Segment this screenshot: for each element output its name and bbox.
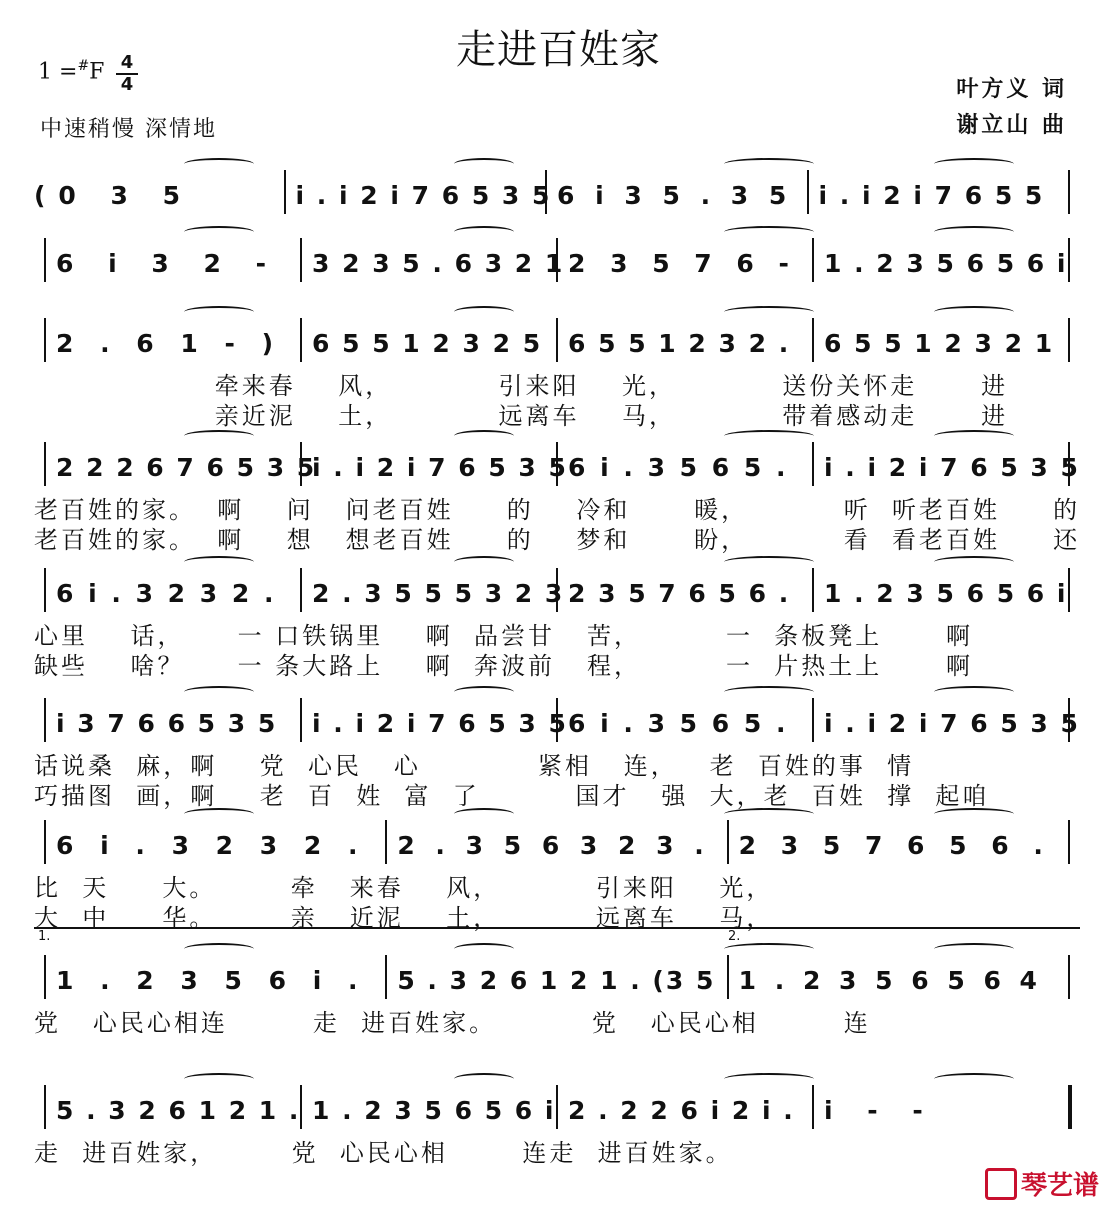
- measure-notes: 6 5 5 1 2 3 2 .: [568, 329, 791, 358]
- slur-mark: [724, 306, 814, 318]
- slur-mark: [724, 226, 814, 238]
- measure: [312, 453, 568, 493]
- notes-line: [34, 568, 1080, 608]
- measure: [56, 453, 317, 493]
- measure-notes: 3 2 3 5 . 6 3 2 1: [312, 249, 565, 278]
- composer-credit: 谢立山 曲: [956, 113, 1067, 138]
- measure-notes: i . i 2 i 7 6 5 5: [818, 181, 1045, 210]
- measure: [56, 966, 375, 1006]
- slur-mark: [934, 226, 1014, 238]
- notes-line: [34, 1085, 1080, 1125]
- measure-notes: (0 3 5: [34, 181, 194, 210]
- barline: [44, 1085, 46, 1129]
- measure: [312, 709, 568, 749]
- measure-notes: 6 5 5 1 2 3 2 5: [312, 329, 543, 358]
- slur-mark: [184, 1073, 254, 1085]
- measure-notes: 1 . 2 3 5 6 5 6 4: [738, 966, 1042, 995]
- measure: [312, 329, 546, 369]
- slur-mark: [184, 226, 254, 238]
- measure: [824, 453, 1080, 493]
- lyric-line: 老百姓的家。 啊 想 想老百姓 的 梦和 盼， 看 看老百姓 还: [34, 526, 1081, 554]
- score-system: [34, 442, 1080, 552]
- lyric-line: 走 进百姓家， 党 心民心相 连走 进百姓家。: [34, 1139, 733, 1167]
- volta-bracket: [34, 927, 724, 945]
- measure: [824, 329, 1058, 369]
- measure-notes: 5 . 3 2 6 1 2 1 .: [56, 1096, 301, 1125]
- barline: [44, 820, 46, 864]
- lyric-line: 巧描图 画，啊 老 百 姓 富 了 国才 强 大，老 百姓 撑 起咱: [34, 782, 990, 810]
- barline: [1068, 238, 1070, 282]
- slur-mark: [184, 943, 254, 955]
- slur-mark: [454, 158, 514, 170]
- volta-number: 1.: [38, 929, 51, 944]
- measure-notes: i . i 2 i 7 6 5 3 5: [312, 453, 568, 482]
- slur-mark: [724, 158, 814, 170]
- measure-notes: 1 . 2 3 5 6 5 6 i: [824, 249, 1068, 278]
- measure-notes: 2 3 5 7 6 5 6 .: [738, 831, 1051, 860]
- measure-notes: i . i 2 i 7 6 5 3 5: [824, 453, 1080, 482]
- slur-mark: [454, 686, 514, 698]
- notes-line: [34, 955, 1080, 995]
- barline: [812, 568, 814, 612]
- measure: [824, 579, 1068, 619]
- slur-mark: [724, 943, 814, 955]
- logo-icon: [985, 1168, 1017, 1200]
- barline: [44, 955, 46, 999]
- slur-mark: [934, 306, 1014, 318]
- measure: [34, 181, 274, 221]
- barline: [1068, 318, 1070, 362]
- barline: [44, 318, 46, 362]
- measure-notes: 5 . 3 2 6 1 2 1 . (3 5: [397, 966, 716, 995]
- measure-notes: 2 . 3 5 6 3 2 3 .: [397, 831, 710, 860]
- measure: [295, 181, 552, 221]
- barline: [727, 955, 729, 999]
- measure-notes: i . i 2 i 7 6 5 3 5: [824, 709, 1080, 738]
- lyric-line: 话说桑 麻，啊 党 心民 心 紧相 连， 老 百姓的事 情: [34, 752, 915, 780]
- barline: [727, 820, 729, 864]
- slur-mark: [934, 158, 1014, 170]
- score-system: [34, 568, 1080, 678]
- barline: [300, 318, 302, 362]
- slur-mark: [454, 808, 514, 820]
- lyric-line: 党 心民心相连 走 进百姓家。 党 心民心相 连: [34, 1009, 871, 1037]
- score-system: [34, 698, 1080, 808]
- barline: [812, 698, 814, 742]
- slur-mark: [934, 1073, 1014, 1085]
- slur-mark: [184, 158, 254, 170]
- measure-notes: 2 . 2 2 6 i 2 i .: [568, 1096, 795, 1125]
- measure: [56, 831, 375, 871]
- measure: [56, 329, 290, 369]
- slur-mark: [934, 686, 1014, 698]
- measure-notes: 1 . 2 3 5 6 5 6 i: [312, 1096, 556, 1125]
- score-system: [34, 318, 1080, 428]
- slur-mark: [724, 1073, 814, 1085]
- barline: [44, 698, 46, 742]
- barline: [44, 442, 46, 486]
- slur-mark: [934, 430, 1014, 442]
- lyric-line: 缺些 啥？ 一 条大路上 啊 奔波前 程， 一 片热土上 啊: [34, 652, 974, 680]
- barline: [812, 442, 814, 486]
- slur-mark: [184, 430, 254, 442]
- volta-number: 2.: [728, 929, 741, 944]
- score-system: [34, 820, 1080, 930]
- notes-line: [34, 170, 1080, 210]
- meter-numerator: 4: [120, 52, 134, 73]
- slur-mark: [454, 1073, 514, 1085]
- measure-notes: i - -: [824, 1096, 936, 1125]
- measure-notes: 2 2 2 6 7 6 5 3 5: [56, 453, 317, 482]
- lyric-line: 老百姓的家。 啊 问 问老百姓 的 冷和 暖， 听 听老百姓 的: [34, 496, 1081, 524]
- slur-mark: [184, 686, 254, 698]
- measure-notes: 2 . 6 1 - ): [56, 329, 283, 358]
- slur-mark: [934, 808, 1014, 820]
- barline: [556, 1085, 558, 1129]
- measure-notes: 6 i 3 5 . 3 5: [557, 181, 793, 210]
- lyric-line: 牵来春 风， 引来阳 光， 送份关怀走 进: [34, 372, 1009, 400]
- page-title: 走进百姓家: [456, 27, 661, 73]
- measure-notes: 6 i . 3 5 6 5 .: [568, 453, 789, 482]
- measure: [739, 966, 1058, 1006]
- measure: [397, 831, 716, 871]
- measure-notes: i . i 2 i 7 6 5 3 5: [312, 709, 568, 738]
- key-prefix: 1 =: [38, 59, 78, 85]
- measure-notes: 2 . 3 5 5 5 3 2 3: [312, 579, 565, 608]
- measure-notes: i . i 2 i 7 6 5 3 5: [295, 181, 552, 210]
- measure-notes: 1 . 2 3 5 6 i .: [56, 966, 367, 995]
- barline: [1068, 568, 1070, 612]
- slur-mark: [184, 306, 254, 318]
- sharp-sign: #: [77, 58, 90, 74]
- measure: [56, 579, 290, 619]
- measure: [557, 181, 797, 221]
- measure: [824, 709, 1080, 749]
- notes-line: [34, 698, 1080, 738]
- lyric-line: 大 中 华。 亲 近泥 土， 远离车 马，: [34, 904, 774, 932]
- measure: [819, 181, 1059, 221]
- slur-mark: [724, 430, 814, 442]
- slur-mark: [934, 943, 1014, 955]
- slur-mark: [454, 226, 514, 238]
- barline: [1068, 955, 1070, 999]
- key-letter: F: [89, 59, 105, 85]
- measure: [56, 249, 290, 289]
- measure-notes: 1 . 2 3 5 6 5 6 i: [824, 579, 1068, 608]
- barline: [1068, 1085, 1072, 1129]
- slur-mark: [184, 808, 254, 820]
- key-signature: [38, 58, 104, 84]
- score-system: [34, 1085, 1080, 1195]
- measure: [56, 1096, 301, 1136]
- notes-line: [34, 238, 1080, 278]
- measure-notes: 6 i . 3 5 6 5 .: [568, 709, 789, 738]
- slur-mark: [454, 943, 514, 955]
- measure: [312, 579, 565, 619]
- measure: [568, 249, 802, 289]
- measure-notes: i 3 7 6 6 5 3 5: [56, 709, 278, 738]
- measure: [312, 1096, 556, 1136]
- barline: [44, 238, 46, 282]
- slur-mark: [934, 556, 1014, 568]
- barline: [300, 238, 302, 282]
- watermark-logo: [985, 1165, 1099, 1202]
- measure: [568, 1096, 802, 1136]
- barline: [44, 568, 46, 612]
- measure: [568, 579, 802, 619]
- time-signature: [116, 54, 138, 94]
- slur-mark: [454, 430, 514, 442]
- slur-mark: [184, 556, 254, 568]
- slur-mark: [724, 808, 814, 820]
- barline: [556, 318, 558, 362]
- measure-notes: 2 3 5 7 6 -: [568, 249, 797, 278]
- barline: [1068, 820, 1070, 864]
- measure: [568, 709, 802, 749]
- measure-notes: 6 i . 3 2 3 2 .: [56, 831, 367, 860]
- lyric-line: 亲近泥 土， 远离车 马， 带着感动走 进: [34, 402, 1009, 430]
- meter-denominator: 4: [120, 74, 134, 95]
- score-system: [34, 929, 1080, 1065]
- measure: [824, 1096, 1058, 1136]
- tempo-marking: 中速稍慢 深情地: [40, 117, 217, 142]
- measure-notes: 6 5 5 1 2 3 2 1: [824, 329, 1055, 358]
- barline: [1068, 170, 1070, 214]
- barline: [300, 698, 302, 742]
- barline: [300, 568, 302, 612]
- barline: [812, 318, 814, 362]
- measure-notes: 6 i . 3 2 3 2 .: [56, 579, 277, 608]
- slur-mark: [724, 686, 814, 698]
- measure-notes: 2 3 5 7 6 5 6 .: [568, 579, 791, 608]
- notes-line: [34, 442, 1080, 482]
- slur-mark: [454, 306, 514, 318]
- watermark-text: 琴艺谱: [1020, 1171, 1099, 1201]
- notes-line: [34, 820, 1080, 860]
- lyric-line: 比 天 大。 牵 来春 风， 引来阳 光，: [34, 874, 774, 902]
- lyric-line: 心里 话， 一 口铁锅里 啊 品尝甘 苦， 一 条板凳上 啊: [34, 622, 974, 650]
- measure: [56, 709, 290, 749]
- barline: [385, 820, 387, 864]
- measure: [824, 249, 1068, 289]
- barline: [807, 170, 809, 214]
- barline: [284, 170, 286, 214]
- measure: [397, 966, 716, 1006]
- slur-mark: [454, 556, 514, 568]
- lyricist-credit: 叶方义 词: [956, 77, 1067, 102]
- measure-notes: 6 i 3 2 -: [56, 249, 279, 278]
- measure: [568, 453, 802, 493]
- measure: [312, 249, 565, 289]
- notes-line: [34, 318, 1080, 358]
- measure: [568, 329, 802, 369]
- barline: [385, 955, 387, 999]
- barline: [812, 1085, 814, 1129]
- slur-mark: [724, 556, 814, 568]
- barline: [812, 238, 814, 282]
- measure: [739, 831, 1058, 871]
